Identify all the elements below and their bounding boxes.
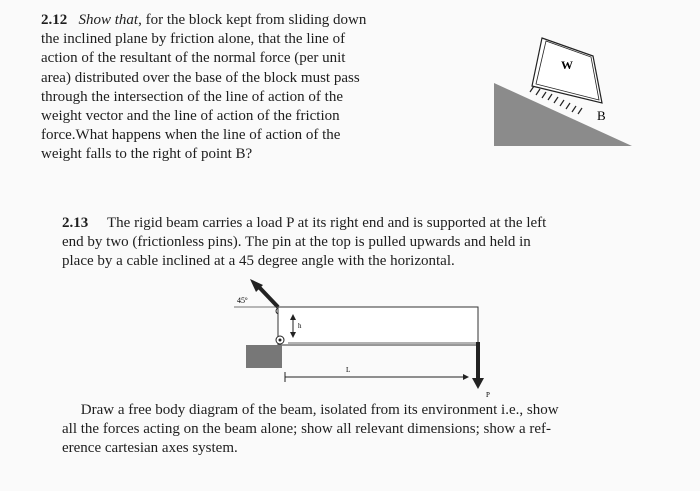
rigid-beam [278, 307, 478, 345]
instruction-line-3: erence cartesian axes system. [62, 440, 238, 457]
bottom-support [246, 345, 282, 368]
problem-2-12-line-6: weight vector and the line of action of the friction [41, 108, 340, 125]
problem-2-13-line-3: place by a cable inclined at a 45 degree angle with the horizontal. [62, 253, 455, 270]
problem-2-12-line-7: force.What happens when the line of action of the [41, 127, 341, 144]
instruction-line-2: all the forces acting on the beam alone; show all relevant dimensions; show a ref- [62, 421, 552, 438]
problem-2-12-line-5: through the intersection of the line of action of the [41, 88, 343, 105]
problem-2-12-text [41, 11, 481, 165]
instruction-line-1: Draw a free body diagram of the beam, isolated from its environment i.e., show [80, 402, 559, 418]
problem-2-12-line-2: the inclined plane by friction alone, that the line of [41, 31, 346, 48]
beam-figure [228, 276, 508, 400]
height-label: h [298, 322, 302, 330]
problem-2-12-line-1: , for the block kept from sliding down [138, 12, 367, 28]
problem-2-13-number: 2.13 [62, 215, 89, 231]
problem-2-12-line-3: action of the resultant of the normal force (per unit [41, 50, 346, 67]
problem-2-13-line-1: The rigid beam carries a load P at its right end and is supported at the left [107, 215, 547, 231]
cable [258, 286, 278, 307]
angle-label: 45º [237, 296, 248, 305]
length-label: L [346, 366, 351, 374]
load-arrowhead [472, 378, 484, 389]
bottom-pin-center [279, 339, 282, 342]
problem-2-12-emphasis: Show that [78, 12, 139, 28]
point-b-label: B [597, 108, 606, 123]
problem-2-12-line-4: area) distributed over the base of the block must pass [41, 69, 360, 86]
problem-2-13-line-2: end by two (frictionless pins). The pin at the top is pulled upwards and held in [62, 234, 531, 251]
incline-block-figure [490, 28, 640, 153]
problem-2-13-text [62, 214, 682, 272]
problem-2-12-number: 2.12 [41, 12, 68, 28]
problem-2-12-line-8: weight falls to the right of point B? [41, 146, 253, 163]
load-label: P [486, 391, 490, 399]
free-body-instruction [62, 401, 682, 459]
block-weight-label: W [561, 58, 573, 72]
